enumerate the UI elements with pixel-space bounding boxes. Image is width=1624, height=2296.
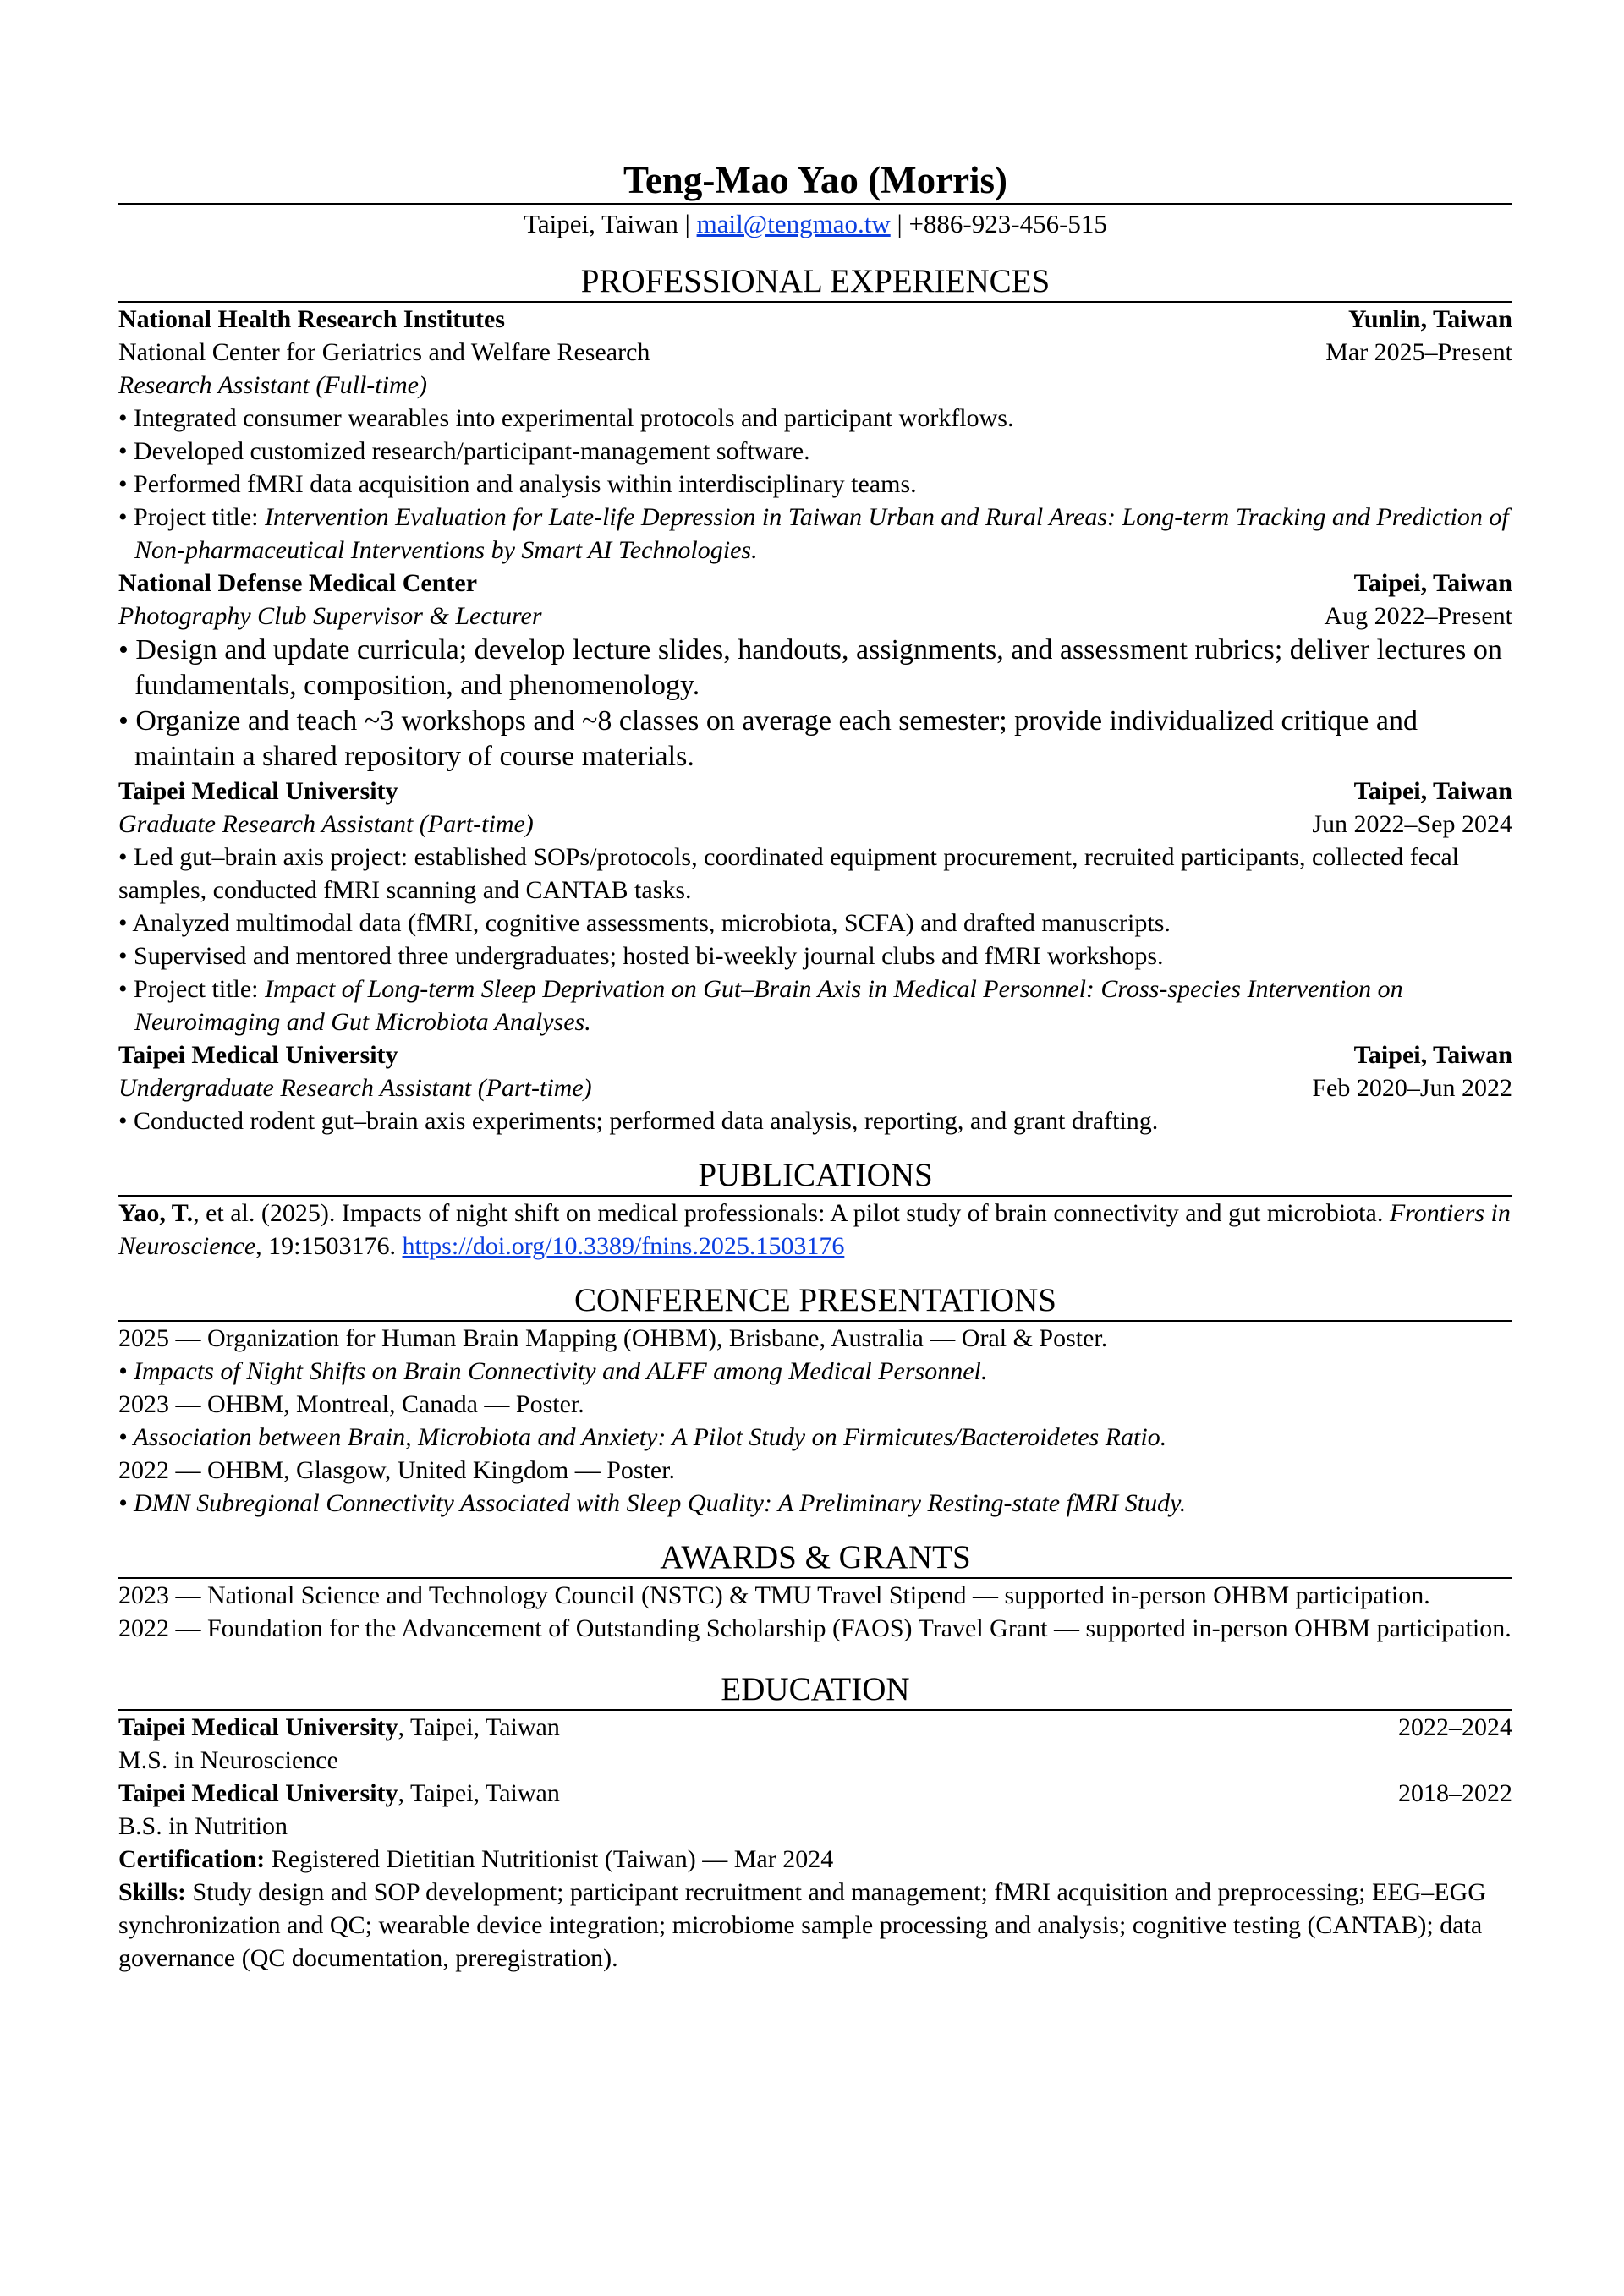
experience-role: Undergraduate Research Assistant (Part-time) <box>118 1074 592 1102</box>
resume-content <box>118 157 1512 1975</box>
education-place: , Taipei, Taiwan <box>398 1779 560 1807</box>
experience-bullet: • Design and update curricula; develop lecture slides, handouts, assignments, and assessment rubrics; deliver lectures on fundamentals, composition, and phenomenology. <box>118 634 1502 701</box>
education-degree: M.S. in Neuroscience <box>118 1746 338 1774</box>
conference-line: 2022 — OHBM, Glasgow, United Kingdom — Poster. <box>118 1456 676 1484</box>
publication-journal: Frontiers in Neuroscience <box>118 1199 1511 1260</box>
experience-location: Yunlin, Taiwan <box>1347 305 1512 333</box>
contact-separator: | <box>678 209 697 238</box>
experience-org: National Health Research Institutes <box>118 305 505 333</box>
experience-dates: Mar 2025–Present <box>1325 338 1512 366</box>
experience-bullet: • Performed fMRI data acquisition and analysis within interdisciplinary teams. <box>118 470 917 498</box>
experience-role: Photography Club Supervisor & Lecturer <box>118 602 542 630</box>
education-school: Taipei Medical University <box>118 1779 398 1807</box>
publication-text: , et al. (2025). Impacts of night shift on medical professionals: A pilot study of brain connectivity and gut microbiota. <box>193 1199 1390 1227</box>
doi-link[interactable]: https://doi.org/10.3389/fnins.2025.1503176 <box>402 1232 845 1260</box>
education-entry <box>118 1777 1512 1810</box>
project-prefix: • Project title: <box>118 503 265 531</box>
conference-talk: • Association between Brain, Microbiota and Anxiety: A Pilot Study on Firmicutes/Bacteroidetes Ratio. <box>118 1423 1167 1451</box>
experience-bullet: • Supervised and mentored three undergraduates; hosted bi-weekly journal clubs and fMRI workshops. <box>118 942 1164 970</box>
conference-talk: • DMN Subregional Connectivity Associated with Sleep Quality: A Preliminary Resting-state fMRI Study. <box>118 1489 1187 1517</box>
experience-bullet: • Analyzed multimodal data (fMRI, cognitive assessments, microbiota, SCFA) and drafted manuscripts. <box>118 909 1171 937</box>
education-school: Taipei Medical University <box>118 1713 398 1741</box>
certification-text: Registered Dietitian Nutritionist (Taiwan) — Mar 2024 <box>265 1845 834 1873</box>
email-link[interactable]: mail@tengmao.tw <box>696 209 891 238</box>
experience-location: Taipei, Taiwan <box>1353 777 1512 805</box>
publication-author: Yao, T. <box>118 1199 194 1227</box>
contact-phone: +886-923-456-515 <box>908 209 1107 238</box>
contact-location: Taipei, Taiwan <box>524 209 678 238</box>
conferences-section-title: CONFERENCE PRESENTATIONS <box>573 1282 1056 1318</box>
awards-section-title: AWARDS & GRANTS <box>660 1539 971 1575</box>
conference-talk: • Impacts of Night Shifts on Brain Connectivity and ALFF among Medical Personnel. <box>118 1357 988 1385</box>
experience-entry-tmu-undergrad <box>118 1038 1512 1137</box>
education-years: 2018–2022 <box>1398 1779 1512 1807</box>
skills <box>118 1876 1512 1975</box>
project-title: Intervention Evaluation for Late-life Depression in Taiwan Urban and Rural Areas: Long-term Tracking and Prediction of Non-pharmaceutical Interventions by Smart AI Technologies. <box>134 503 1509 564</box>
award-item: 2023 — National Science and Technology Council (NSTC) & TMU Travel Stipend — supported in-person OHBM participation. <box>118 1581 1430 1609</box>
skills-text: Study design and SOP development; participant recruitment and management; fMRI acquisition and preprocessing; EEG–EGG synchronization and QC; wearable device integration; microbiome sample processing and analysis; cognitive testing (CANTAB); data governance (QC documentation, preregistration). <box>118 1878 1486 1972</box>
contact-separator: | <box>890 209 909 238</box>
experience-location: Taipei, Taiwan <box>1353 569 1512 597</box>
skills-label: Skills: <box>118 1878 187 1906</box>
project-title: Impact of Long-term Sleep Deprivation on Gut–Brain Axis in Medical Personnel: Cross-species Intervention on Neuroimaging and Gut Microbiota Analyses. <box>134 975 1403 1036</box>
experience-bullet: • Integrated consumer wearables into experimental protocols and participant workflows. <box>118 404 1014 432</box>
education-degree: B.S. in Nutrition <box>118 1812 288 1840</box>
publication-entry <box>118 1197 1512 1263</box>
experience-role: Research Assistant (Full-time) <box>118 371 427 399</box>
education-section-title: EDUCATION <box>721 1671 910 1707</box>
experience-project <box>118 501 1512 567</box>
experience-dates: Feb 2020–Jun 2022 <box>1312 1074 1512 1102</box>
experience-bullet: • Led gut–brain axis project: established SOPs/protocols, coordinated equipment procurement, recruited participants, collected fecal samples, conducted fMRI scanning and CANTAB tasks. <box>118 843 1459 904</box>
education-place: , Taipei, Taiwan <box>398 1713 560 1741</box>
experience-entry-tmu-graduate <box>118 775 1512 1038</box>
experience-bullet: • Organize and teach ~3 workshops and ~8 classes on average each semester; provide individualized critique and maintain a shared repository of course materials. <box>118 705 1418 772</box>
experience-dates: Aug 2022–Present <box>1324 602 1512 630</box>
education-years: 2022–2024 <box>1398 1713 1512 1741</box>
experience-project <box>118 973 1512 1038</box>
experience-bullet: • Developed customized research/participant-management software. <box>118 437 810 465</box>
contact-line <box>118 205 1512 244</box>
experience-entry-nhri <box>118 303 1512 567</box>
experience-location: Taipei, Taiwan <box>1353 1041 1512 1069</box>
resume-name: Teng-Mao Yao (Morris) <box>623 159 1008 201</box>
experience-org: Taipei Medical University <box>118 777 398 805</box>
award-item: 2022 — Foundation for the Advancement of Outstanding Scholarship (FAOS) Travel Grant — supported in-person OHBM participation. <box>118 1614 1512 1642</box>
experience-section-title: PROFESSIONAL EXPERIENCES <box>580 263 1051 299</box>
project-prefix: • Project title: <box>118 975 265 1003</box>
experience-role: Graduate Research Assistant (Part-time) <box>118 810 534 838</box>
experience-org: Taipei Medical University <box>118 1041 398 1069</box>
conference-line: 2025 — Organization for Human Brain Mapping (OHBM), Brisbane, Australia — Oral & Poster. <box>118 1324 1108 1352</box>
certification <box>118 1843 1512 1876</box>
publications-section-title: PUBLICATIONS <box>698 1157 933 1193</box>
certification-label: Certification: <box>118 1845 266 1873</box>
experience-org: National Defense Medical Center <box>118 569 478 597</box>
conference-line: 2023 — OHBM, Montreal, Canada — Poster. <box>118 1390 584 1418</box>
publication-volume: , 19:1503176. <box>255 1232 403 1260</box>
education-entry <box>118 1711 1512 1744</box>
experience-bullet: • Conducted rodent gut–brain axis experiments; performed data analysis, reporting, and grant drafting. <box>118 1107 1159 1135</box>
experience-dates: Jun 2022–Sep 2024 <box>1312 810 1512 838</box>
experience-entry-ndmc <box>118 567 1512 775</box>
experience-unit: National Center for Geriatrics and Welfare Research <box>118 338 650 366</box>
